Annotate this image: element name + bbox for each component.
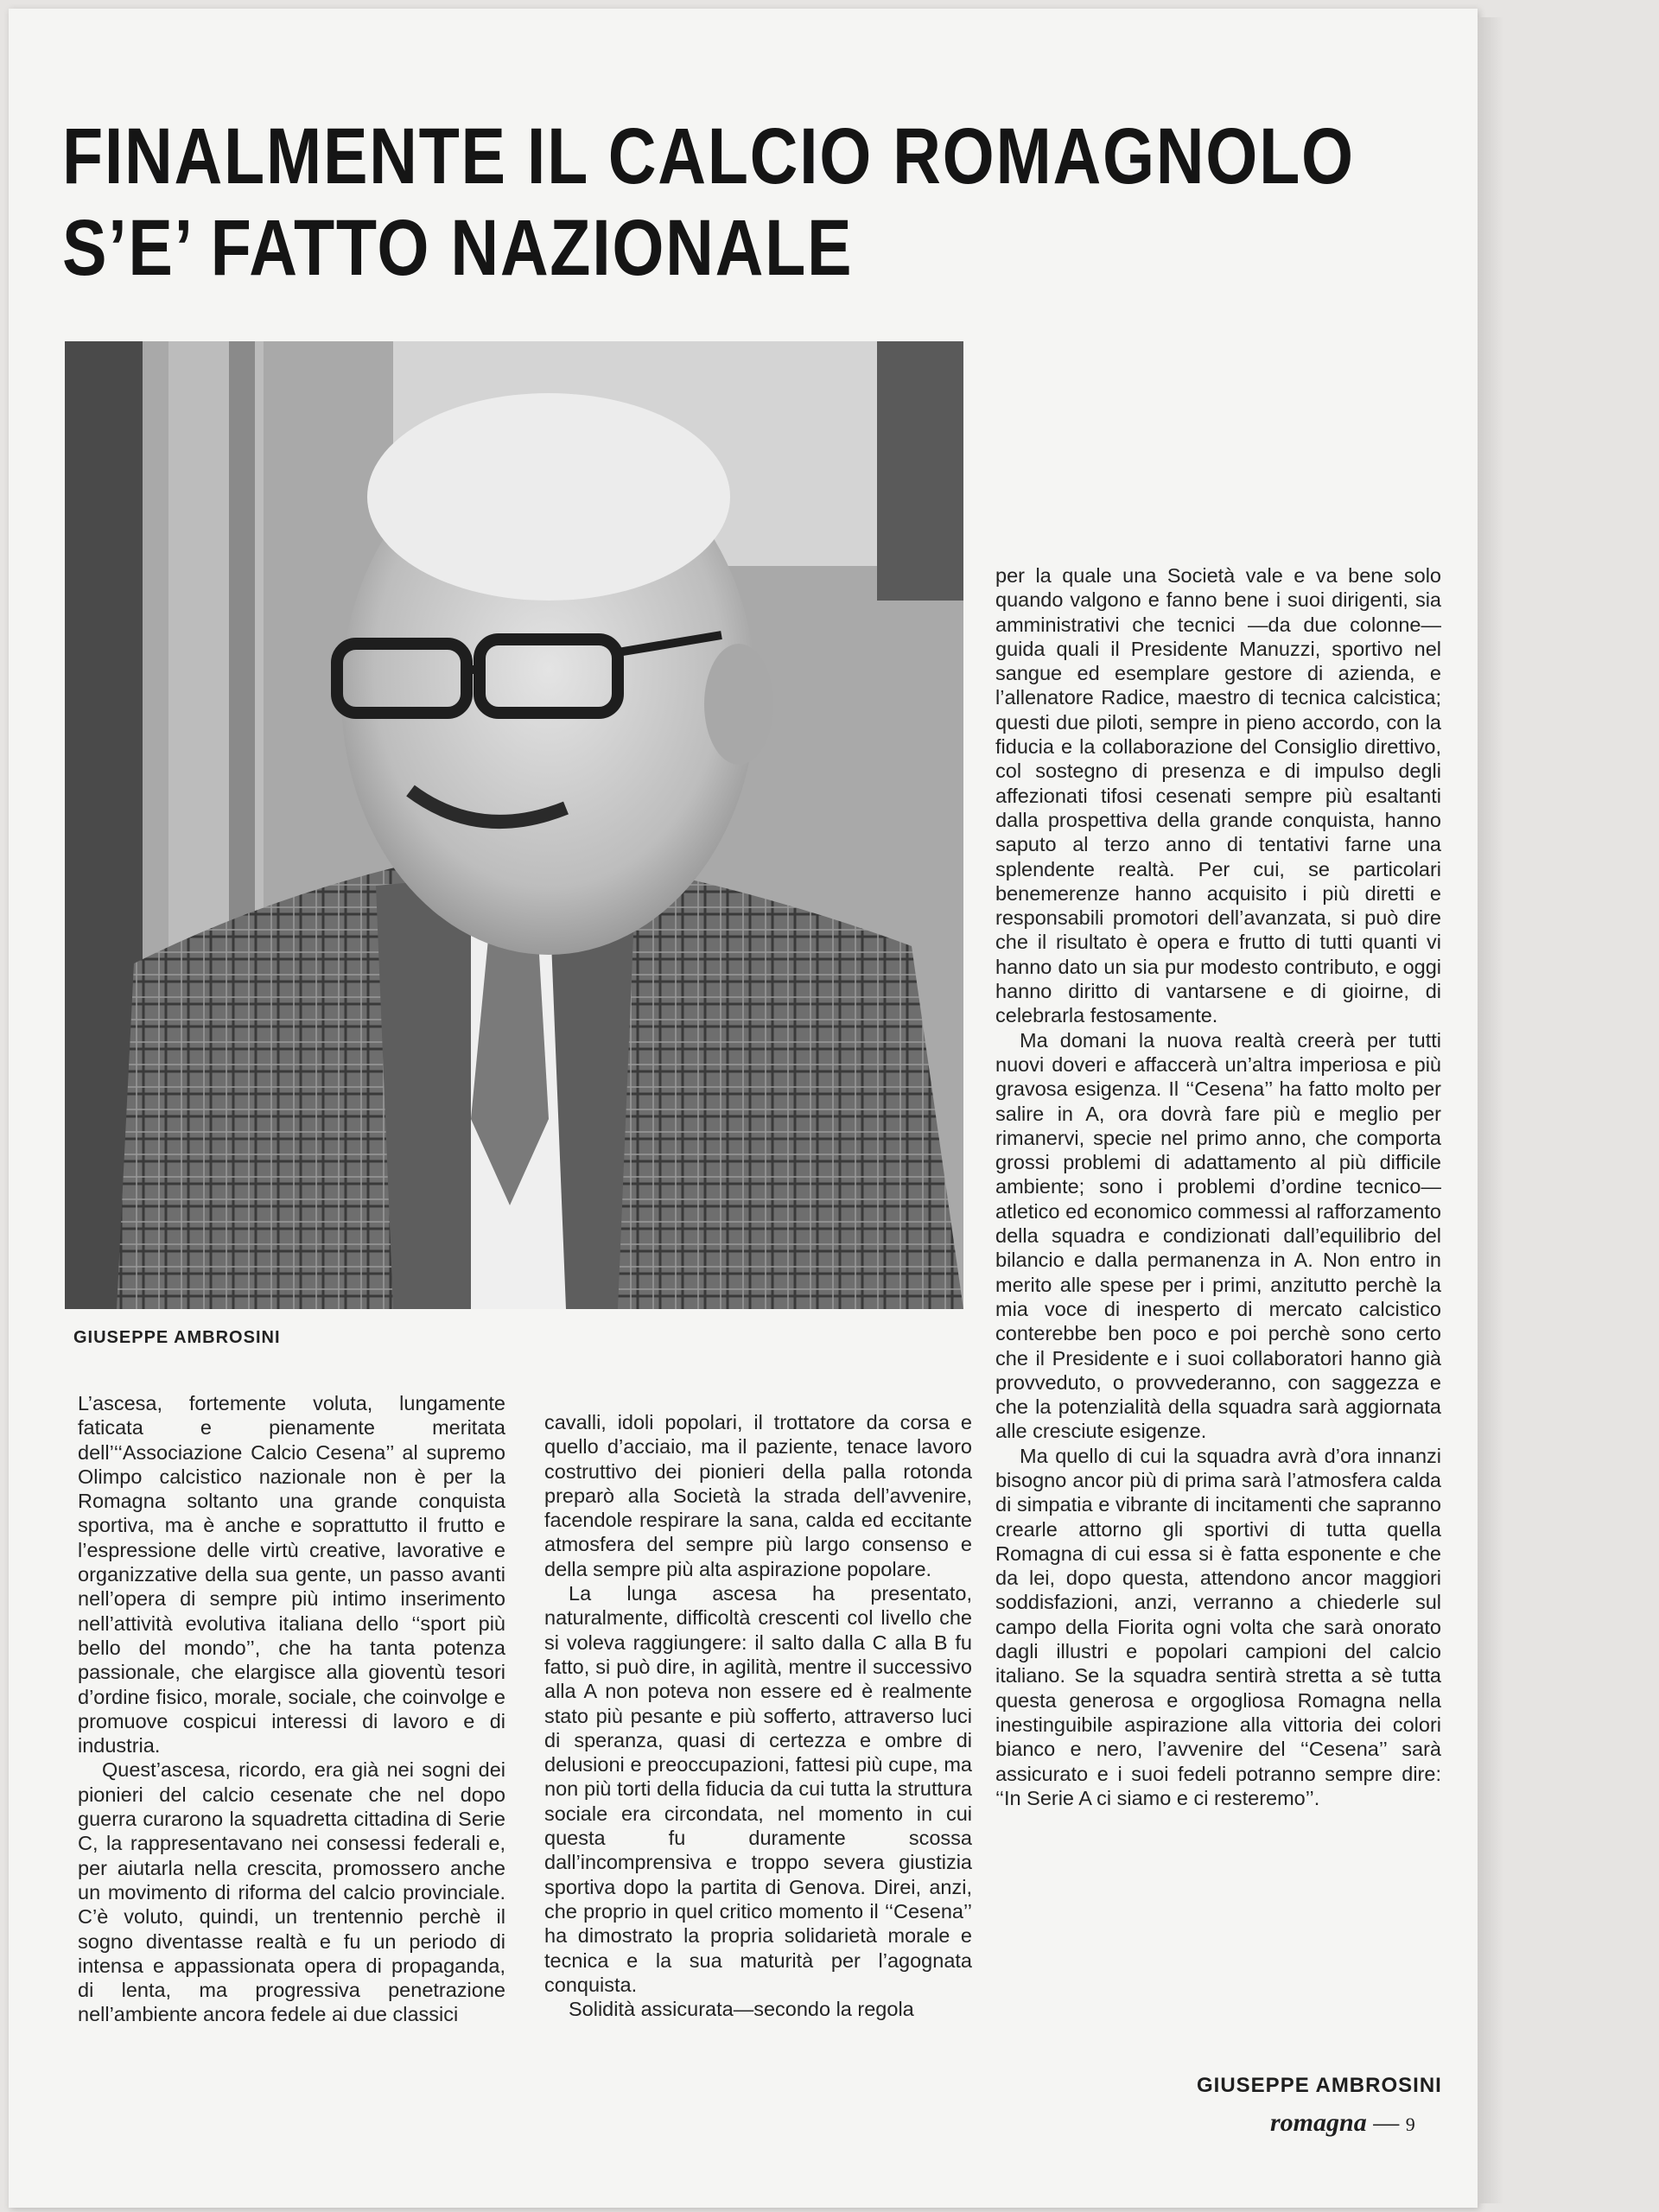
article-column-1 bbox=[78, 1391, 505, 2027]
page-number: 9 bbox=[1405, 2113, 1415, 2135]
page-footer bbox=[1270, 2108, 1415, 2138]
paragraph: Ma quello di cui la squadra avrà d’ora innanzi bisogno ancor più di prima sarà l’atmosfera calda di simpatia e vibrante di incitamenti che sapranno crearle attorno gli sportivi di tutta quella Romagna di cui essa si è fatta esponente e che da lei, dopo questa, attendono ancor maggiori soddisfazioni, anzi, verranno a chiederle sul campo della Fiorita ogni volta che sarà onorato dagli illustri e popolari campioni del calcio italiano. Se la squadra sentirà stretta a sè tutta questa generosa e orgogliosa Romagna nella inestinguibile aspirazione alla vittoria dei colori bianco e nero, l’avvenire del ‘‘Cesena’’ sarà assicurato e i suoi fedeli potranno sempre dire: ‘‘In Serie A ci siamo e ci resteremo’’. bbox=[995, 1444, 1441, 1809]
portrait-photo bbox=[65, 341, 963, 1309]
headline-line-2: S’E’ FATTO NAZIONALE bbox=[62, 204, 854, 292]
footer-separator: — bbox=[1373, 2108, 1400, 2137]
page-edge-shadow bbox=[1478, 17, 1503, 2203]
article-headline bbox=[62, 111, 1355, 294]
paragraph: L’ascesa, fortemente voluta, lungamente faticata e pienamente meritata dell’‘‘Associazione Calcio Cesena’’ al supremo Olimpo calcistico nazionale non è per la Romagna soltanto una grande conquista sportiva, ma è anche e soprattutto il frutto e l’espressione delle virtù creative, lavorative e organizzative della sua gente, un passo avanti nell’opera di sempre più intimo inserimento nell’attività evolutiva italiana dello ‘‘sport più bello del mondo’’, che ha tanta potenza passionale, che elargisce alla gioventù tesori d’ordine fisico, morale, sociale, che coinvolge e promuove cospicui interessi di lavoro e di industria. bbox=[78, 1392, 505, 1758]
paragraph: per la quale una Società vale e va bene solo quando valgono e fanno bene i suoi dirigenti, sia amministrativi che tecnici —da due colonne—guida quali il Presidente Manuzzi, sportivo nel sangue ed esemplare gestore di azienda, e l’allenatore Radice, maestro di tecnica calcistica; questi due piloti, sempre in pieno accordo, con la fiducia e la collaborazione del Consiglio direttivo, col sostegno di presenza e di impulso degli affezionati tifosi cesenati sempre più esaltanti dalla prospettiva della grande conquista, hanno saputo al terzo anno di tentativi farne una splendente realtà. Per cui, se particolari benemerenze hanno acquisito i più diretti e responsabili promotori dell’avanzata, si può dire che il risultato è opera e frutto di tutti quanti vi hanno dato un sia pur modesto contributo, e oggi hanno diritto di vantarsene e di gioirne, di celebrarla festosamente. bbox=[995, 564, 1441, 1027]
photo-caption: GIUSEPPE AMBROSINI bbox=[73, 1328, 281, 1347]
paragraph: cavalli, idoli popolari, il trottatore da corsa e quello d’acciaio, ma il paziente, tenace lavoro costruttivo dei pionieri della palla rotonda preparò alla Società la strada dell’avvenire, facendole respirare la sana, calda ed eccitante atmosfera del sempre più largo consenso e della sempre più alta aspirazione popolare. bbox=[544, 1411, 972, 1580]
paragraph: La lunga ascesa ha presentato, naturalmente, difficoltà crescenti col livello che si voleva raggiungere: il salto dalla C alla B fu fatto, si può dire, in agilità, mentre il successivo alla A non poteva non essere ed è realmente stato più pesante e più sofferto, attraverso luci di speranza, quasi di certezza e ombre di delusioni e preoccupazioni, fattesi più cupe, ma non più torti della fiducia da cui tutta la struttura sociale era circondata, nel momento in cui questa fu duramente scossa dall’incomprensiva e troppo severa giustizia sportiva dopo la partita di Genova. Direi, anzi, che proprio in quel critico momento il ‘‘Cesena’’ ha dimostrato la propria solidarietà morale e tecnica e la sua maturità per l’agognata conquista. bbox=[544, 1582, 972, 1996]
paragraph: Solidità assicurata—secondo la regola bbox=[569, 1998, 914, 2021]
portrait-illustration bbox=[65, 341, 963, 1309]
paragraph: Ma domani la nuova realtà creerà per tutti nuovi doveri e affaccerà un’altra imperiosa e più gravosa esigenza. Il ‘‘Cesena’’ ha fatto molto per salire in A, ora dovrà fare più e meglio per rimanervi, specie nel primo anno, che comporta grossi problemi di adattamento al più difficile ambiente; sono i problemi d’ordine tecnico—atletico ed economico commessi al rafforzamento della squadra e condizionati dall’equilibrio del bilancio e dalla permanenza in A. Non entro in merito alle spese per i primi, anzitutto perchè la mia voce di inesperto di mercato calcistico conterebbe ben poco e poi perchè sono certo che il Presidente e i suoi collaboratori hanno già provveduto, o provvederanno, con saggezza e che la potenzialità della squadra sarà aggiornata alle cresciute esigenze. bbox=[995, 1028, 1441, 1443]
paragraph: Quest’ascesa, ricordo, era già nei sogni dei pionieri del calcio cesenate che nel dopo guerra curarono la squadretta cittadina di Serie C, la rappresentavano nei consessi federali e, per aiutarla nella crescita, promossero anche un movimento di riforma del calcio provinciale. C’è voluto, quindi, un trentennio perchè il sogno diventasse realtà e fu un periodo di intensa e appassionata opera di propaganda, di lenta, ma progressiva penetrazione nell’ambiente ancora fedele ai due classici bbox=[78, 1758, 505, 2026]
headline-line-1: FINALMENTE IL CALCIO ROMAGNOLO bbox=[62, 112, 1355, 200]
author-signature: GIUSEPPE AMBROSINI bbox=[1197, 2074, 1442, 2097]
article-column-2 bbox=[544, 1410, 972, 2021]
magazine-name: romagna bbox=[1270, 2108, 1367, 2137]
article-column-3 bbox=[995, 563, 1441, 1810]
